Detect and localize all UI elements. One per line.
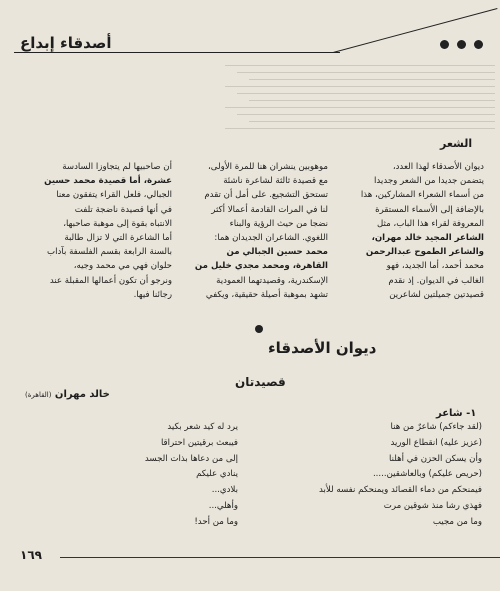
intro-line: أما الشاعرة التي لا تزال طالبة (64, 233, 172, 244)
verse-line: (حريص عليكم) وبالعاشقين..... (372, 469, 482, 480)
intro-line: الإسكندرية، وقصيدتهما العمودية (216, 275, 328, 286)
header-rule-slant (333, 8, 497, 53)
intro-line: الغالب في الديوان. إذ نقدم (388, 275, 484, 286)
intro-line: عشرة، أما قصيدة محمد حسين (44, 176, 172, 187)
intro-line: حلوان فهي مي محمد وجيه، (73, 261, 172, 272)
verse-line: (لقد جاءكم) شاعرٌ من هنا (390, 422, 482, 432)
intro-column-middle (180, 160, 328, 302)
verse-line: فيمنحكم من دماء القصائد ويمنحكم نفسه للأبد (318, 485, 482, 496)
bleed-through-line (225, 107, 495, 108)
verse-line: وما من أحد! (194, 516, 238, 527)
bleed-through-line (225, 65, 495, 66)
intro-line: رجائنا فيها. (133, 289, 172, 300)
intro-line: الشاعر المجيد خالد مهران، (371, 233, 484, 244)
intro-line: محمد حسين الجبالي من (226, 247, 328, 258)
intro-line: قصيدتين جميلتين لشاعرين (389, 289, 484, 300)
verse-line: بلادي... (211, 485, 238, 496)
intro-line: بالإضافة إلى الأسماء المستقرة (375, 204, 484, 215)
header-rule (14, 52, 340, 53)
verse-line: وما من مجيب (432, 516, 482, 527)
intro-line: تستحق التشجيع. على أمل أن تقدم (204, 190, 328, 201)
footer-rule (60, 557, 500, 558)
verse-line: ينادي عليكم (196, 469, 238, 480)
bleed-through-line (225, 128, 495, 129)
intro-line: الجبالي، فلعل القراء يتفقون معنا (56, 190, 172, 201)
bleed-through-line (249, 79, 495, 80)
page-header-title: أصدقاء إبداع (20, 34, 112, 52)
intro-line: محمد أحمد، أما الجديد، فهو (386, 261, 484, 272)
verses-left (60, 420, 238, 531)
intro-line: المعروفة لقراء هذا الباب، مثل (376, 218, 484, 229)
verses-right (250, 420, 482, 531)
intro-line: بالسنة الرابعة بقسم الفلسفة بآداب (47, 247, 172, 258)
diwan-title: ديوان الأصدقاء (268, 339, 377, 357)
bleed-through-line (249, 121, 495, 122)
verse-line: (عزيز عليه) انقطاع الوريد (390, 437, 482, 448)
intro-line: نضجا من حيث الرؤية والبناء (229, 218, 328, 229)
poem-subtitle: ١- شاعر (436, 408, 477, 419)
intro-line: من أسماء الشعراء المشاركين، هذا (360, 190, 484, 201)
intro-line: تشهد بموهبة أصيلة حقيقية، ويكفي (205, 289, 328, 300)
intro-line: مع قصيدة ثالثة لشاعرة ناشئة (223, 176, 328, 187)
bleed-through-line (237, 93, 495, 94)
bleed-through-line (225, 86, 495, 87)
intro-line: يتضمن جديدا من الشعر وجديدا (374, 176, 484, 187)
intro-line: موهوبين ينشران هنا للمرة الأولى، (208, 162, 328, 172)
section-title: الشعر (440, 137, 473, 150)
poet-city: (القاهرة) (25, 391, 52, 399)
bleed-through-line (237, 114, 495, 115)
intro-line: الانتباه بقوة إلى موهبة صاحبها، (63, 218, 172, 229)
verse-line: فهذي رشا منذ شوقين مرت (383, 500, 482, 511)
poem-group-title: قصيدتان (235, 375, 286, 389)
intro-line: في أنها قصيدة ناضجة تلفت (74, 204, 172, 215)
intro-line: ديوان الأصدقاء لهذا العدد، (392, 162, 484, 172)
verse-line: وأن يسكن الحزن في أهلنا (389, 453, 482, 464)
verse-line: وأهلي... (208, 500, 238, 511)
page-number: ١٦٩ (20, 548, 42, 562)
intro-column-left (24, 160, 172, 302)
verse-line: يرد له كيد شعر بكيد (167, 422, 238, 432)
verse-line: إلى من دعاها بذات الجسد (144, 453, 238, 464)
intro-line: اللغوي. الشاعران الجديدان هما: (214, 233, 328, 244)
poet-name (25, 389, 110, 400)
intro-line: أن صاحبيها لم يتجاوزا السادسة (62, 162, 172, 172)
header-dot (474, 40, 483, 49)
intro-line: القاهرة، ومحمد مجدي خليل من (194, 261, 328, 272)
verse-line: فيبعث برقيتين احتراقا (160, 437, 238, 448)
intro-column-right (336, 160, 484, 302)
intro-line: ونرجو أن تكون أعمالها المقبلة عند (49, 275, 172, 286)
bleed-through-line (237, 72, 495, 73)
intro-line: لنا في المرات القادمة أعمالا أكثر (211, 204, 328, 215)
header-dot (457, 40, 466, 49)
header-dot (440, 40, 449, 49)
bleed-through-line (249, 100, 495, 101)
intro-line: والشاعر الطموح عبدالرحمن (365, 247, 484, 258)
diwan-dot (255, 325, 263, 333)
poet-name-text: خالد مهران (54, 389, 110, 400)
